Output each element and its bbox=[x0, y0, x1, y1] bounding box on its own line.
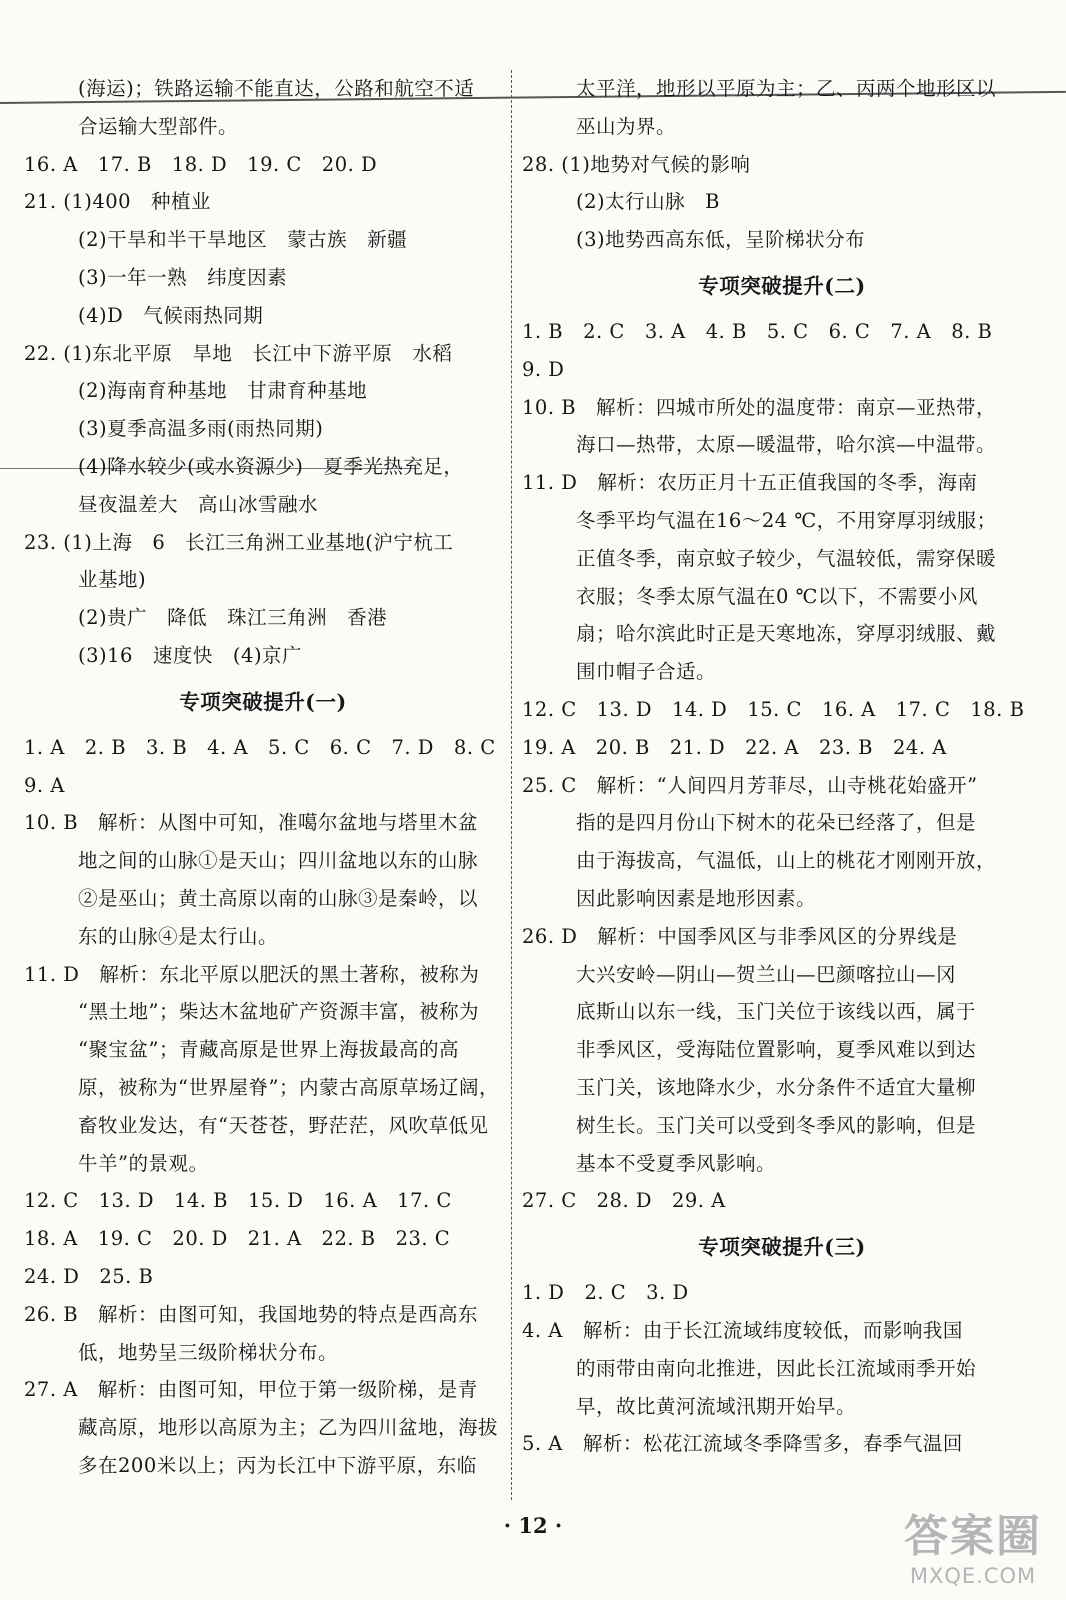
text-line: 畜牧业发达，有“天苍苍，野茫茫，风吹草低见 bbox=[78, 1113, 489, 1137]
text-line: 正值冬季，南京蚊子较少，气温较低，需穿保暖 bbox=[576, 546, 997, 570]
text-line: 1. B 2. C 3. A 4. B 5. C 6. C 7. A 8. B bbox=[522, 319, 993, 343]
text-line: 的雨带由南向北推进，因此长江流域雨季开始 bbox=[576, 1356, 977, 1380]
text-line: 地之间的山脉①是天山；四川盆地以东的山脉 bbox=[78, 849, 479, 873]
text-line: 非季风区，受海陆位置影响，夏季风难以到达 bbox=[576, 1038, 977, 1062]
text-line: 5. A 解析：松花江流域冬季降雪多，春季气温回 bbox=[522, 1432, 963, 1456]
text-line: 9. D bbox=[522, 357, 565, 381]
text-line: 1. A 2. B 3. B 4. A 5. C 6. C 7. D 8. C bbox=[24, 735, 496, 759]
text-line: (3)一年一熟 纬度因素 bbox=[78, 265, 288, 289]
text-line: 10. B 解析：四城市所处的温度带：南京—亚热带， bbox=[522, 395, 997, 419]
text-line: (3)地势西高东低，呈阶梯状分布 bbox=[576, 228, 866, 252]
text-line: 原，被称为“世界屋脊”；内蒙古高原草场辽阔， bbox=[78, 1075, 499, 1099]
text-line: 26. D 解析：中国季风区与非季风区的分界线是 bbox=[522, 924, 958, 948]
text-line: (4)降水较少(或水资源少) 夏季光热充足， bbox=[78, 454, 464, 478]
text-line: (2)太行山脉 B bbox=[576, 190, 720, 214]
text-line: “黑土地”；柴达木盆地矿产资源丰富，被称为 bbox=[78, 1000, 479, 1024]
text-line: 围巾帽子合适。 bbox=[576, 660, 717, 684]
text-line: 1. D 2. C 3. D bbox=[522, 1281, 689, 1305]
text-line: 21. (1)400 种植业 bbox=[24, 190, 212, 214]
text-line: 海口—热带，太原—暖温带，哈尔滨—中温带。 bbox=[576, 433, 997, 457]
text-line: 4. A 解析：由于长江流域纬度较低，而影响我国 bbox=[522, 1318, 963, 1342]
text-line: (2)贵广 降低 珠江三角洲 香港 bbox=[78, 606, 388, 630]
section-heading: 专项突破提升(三) bbox=[698, 1235, 866, 1260]
text-line: (3)夏季高温多雨(雨热同期) bbox=[78, 417, 324, 441]
text-line: 16. A 17. B 18. D 19. C 20. D bbox=[24, 152, 378, 176]
text-line: 25. C 解析：“人间四月芳菲尽，山寺桃花始盛开” bbox=[522, 773, 978, 797]
text-line: 9. A bbox=[24, 773, 65, 797]
text-line: 26. B 解析：由图可知，我国地势的特点是西高东 bbox=[24, 1302, 479, 1326]
text-line: (2)干旱和半干旱地区 蒙古族 新疆 bbox=[78, 228, 408, 252]
watermark-logo bbox=[904, 1500, 1042, 1588]
text-line: ②是巫山；黄土高原以南的山脉③是秦岭，以 bbox=[78, 886, 479, 910]
text-line: 24. D 25. B bbox=[24, 1264, 154, 1288]
text-line: 因此影响因素是地形因素。 bbox=[576, 886, 817, 910]
text-line: (海运)；铁路运输不能直达，公路和航空不适 bbox=[78, 77, 475, 100]
text-line: 早，故比黄河流域汛期开始早。 bbox=[576, 1394, 857, 1418]
text-line: 巫山为界。 bbox=[576, 114, 677, 138]
text-line: 10. B 解析：从图中可知，准噶尔盆地与塔里木盆 bbox=[24, 811, 479, 835]
text-line: 23. (1)上海 6 长江三角洲工业基地(沪宁杭工 bbox=[24, 530, 454, 554]
text-line: 扇；哈尔滨此时正是天寒地冻，穿厚羽绒服、戴 bbox=[576, 622, 997, 646]
text-line: 18. A 19. C 20. D 21. A 22. B 23. C bbox=[24, 1227, 451, 1251]
section-heading: 专项突破提升(二) bbox=[698, 273, 866, 298]
column-divider bbox=[511, 70, 512, 1500]
text-line: 11. D 解析：东北平原以肥沃的黑土著称，被称为 bbox=[24, 962, 480, 986]
text-line: 指的是四月份山下树木的花朵已经落了，但是 bbox=[576, 811, 977, 835]
text-line: (4)D 气候雨热同期 bbox=[78, 303, 264, 327]
text-line: 玉门关，该地降水少，水分条件不适宜大量柳 bbox=[576, 1075, 977, 1099]
right-column bbox=[522, 70, 1042, 1463]
text-line: 合运输大型部件。 bbox=[78, 114, 239, 138]
text-line: 基本不受夏季风影响。 bbox=[576, 1151, 777, 1175]
text-line: 多在200米以上；丙为长江中下游平原，东临 bbox=[78, 1453, 477, 1477]
text-line: 大兴安岭—阴山—贺兰山—巴颜喀拉山—冈 bbox=[576, 962, 957, 986]
text-line: 由于海拔高，气温低，山上的桃花才刚刚开放， bbox=[576, 849, 997, 873]
text-line: 22. (1)东北平原 旱地 长江中下游平原 水稻 bbox=[24, 341, 453, 365]
text-line: 昼夜温差大 高山冰雪融水 bbox=[78, 492, 319, 516]
text-line: 太平洋，地形以平原为主；乙、丙两个地形区以 bbox=[576, 77, 997, 100]
text-line: 藏高原，地形以高原为主；乙为四川盆地，海拔 bbox=[78, 1416, 499, 1440]
text-line: “聚宝盆”；青藏高原是世界上海拔最高的高 bbox=[78, 1038, 459, 1062]
page-number: · 12 · bbox=[503, 1513, 563, 1538]
text-line: 牛羊”的景观。 bbox=[78, 1151, 209, 1175]
text-line: 19. A 20. B 21. D 22. A 23. B 24. A bbox=[522, 735, 947, 759]
text-line: 底斯山以东一线，玉门关位于该线以西，属于 bbox=[576, 1000, 977, 1024]
text-line: 业基地) bbox=[78, 568, 147, 592]
text-line: 12. C 13. D 14. B 15. D 16. A 17. C bbox=[24, 1189, 452, 1213]
text-line: 28. (1)地势对气候的影响 bbox=[522, 152, 751, 176]
text-line: 衣服；冬季太原气温在0 ℃以下，不需要小风 bbox=[576, 584, 978, 608]
text-line: 12. C 13. D 14. D 15. C 16. A 17. C 18. B bbox=[522, 697, 1025, 721]
text-line: 27. A 解析：由图可知，甲位于第一级阶梯，是青 bbox=[24, 1378, 478, 1402]
text-line: 冬季平均气温在16～24 ℃，不用穿厚羽绒服； bbox=[576, 508, 997, 532]
section-heading: 专项突破提升(一) bbox=[179, 689, 347, 714]
watermark-title: 答案圈 bbox=[904, 1511, 1042, 1562]
text-line: 树生长。玉门关可以受到冬季风的影响，但是 bbox=[576, 1113, 977, 1137]
text-line: 27. C 28. D 29. A bbox=[522, 1189, 726, 1213]
text-line: 11. D 解析：农历正月十五正值我国的冬季，海南 bbox=[522, 471, 978, 495]
text-line: 低，地势呈三级阶梯状分布。 bbox=[78, 1340, 339, 1364]
text-line: (2)海南育种基地 甘肃育种基地 bbox=[78, 379, 368, 403]
text-line: 东的山脉④是太行山。 bbox=[78, 924, 279, 948]
left-column bbox=[24, 70, 502, 1485]
text-line: (3)16 速度快 (4)京广 bbox=[78, 643, 303, 667]
watermark-url: MXQE.COM bbox=[909, 1564, 1037, 1588]
